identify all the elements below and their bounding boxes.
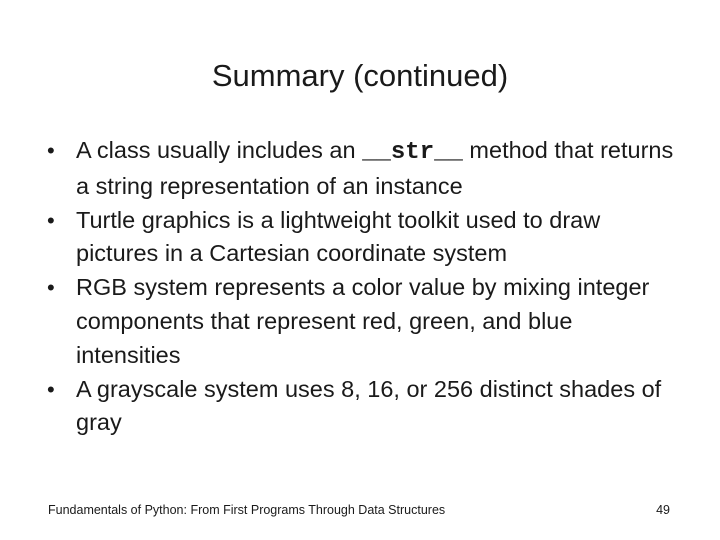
bullet-text: A class usually includes an	[76, 137, 363, 163]
page-number: 49	[656, 503, 670, 517]
bullet-marker: •	[47, 376, 55, 402]
bullet-item	[0, 134, 720, 204]
bullet-text: A grayscale system uses 8, 16, or 256 distinct shades of gray	[76, 375, 662, 436]
slide-title: Summary (continued)	[211, 58, 509, 93]
bullet-marker: •	[47, 275, 55, 301]
bullet-item	[0, 204, 720, 272]
footer-text: Fundamentals of Python: From First Programs Through Data Structures	[48, 503, 446, 517]
bullet-item	[0, 271, 720, 372]
bullet-text: Turtle graphics is a lightweight toolkit used to draw pictures in a Cartesian coordinate system	[76, 206, 601, 267]
bullet-marker: •	[47, 207, 55, 233]
bullet-text: RGB system represents a color value by mixing integer components that represent red, green, and blue intensities	[76, 274, 650, 368]
code-snippet: __str__	[362, 139, 463, 166]
bullet-marker: •	[47, 138, 55, 163]
bullet-list	[0, 134, 720, 440]
bullet-item	[0, 373, 720, 441]
bullet-text: method that returns a string representation of an instance	[76, 137, 674, 199]
